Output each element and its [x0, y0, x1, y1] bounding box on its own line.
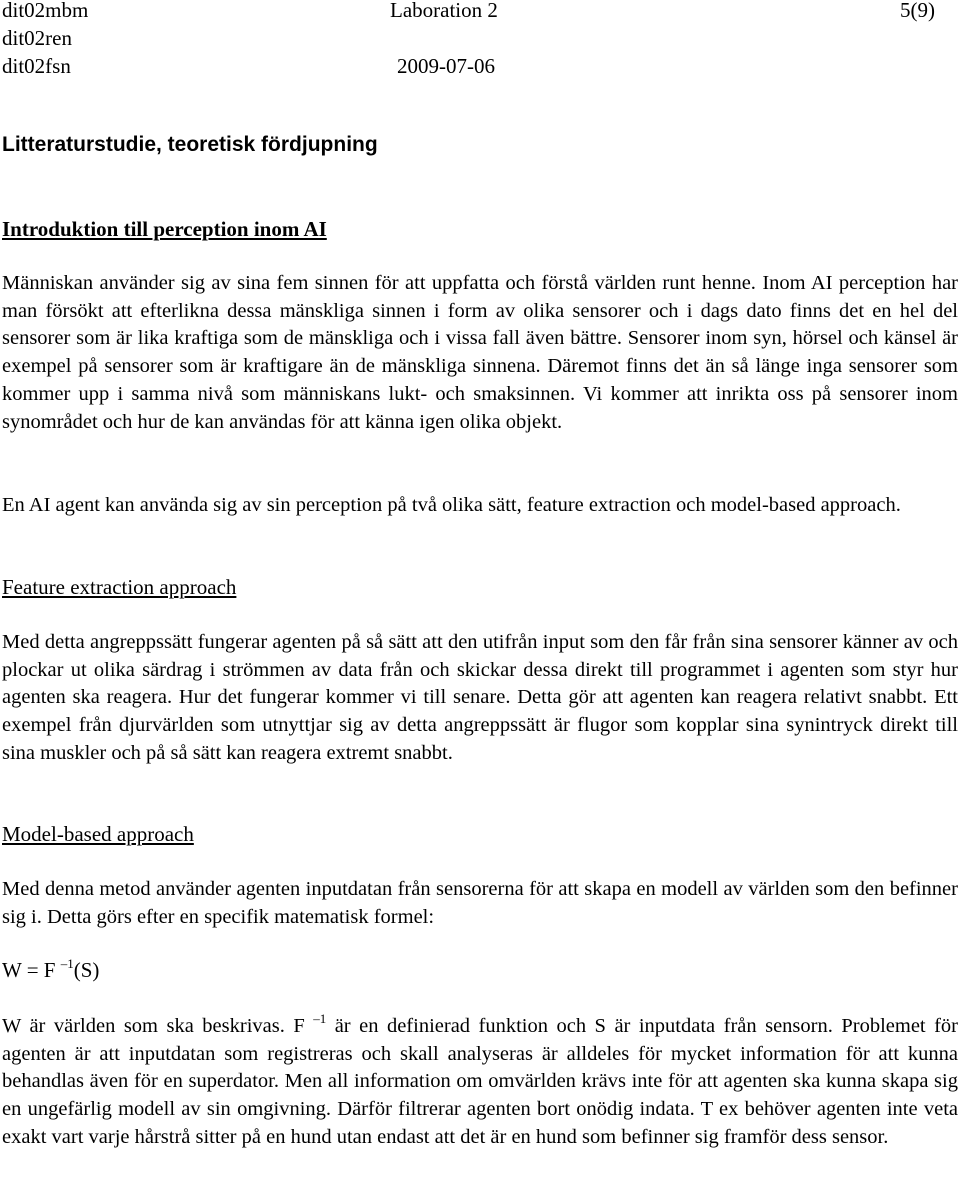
model-heading: Model-based approach [2, 822, 194, 846]
model-paragraph: Med denna metod använder agenten inputdatan från sensorerna för att skapa en modell av världen som den befinner sig i. Detta görs efter en specifik matematisk formel: [2, 878, 958, 928]
intro-paragraph: Människan använder sig av sina fem sinnen för att uppfatta och förstå världen runt henne. Inom AI perception har man försökt att efterlikna dessa mänskliga sinnen i form av olika sensorer och i dags dato finns det en hel del sensorer som är lika kraftiga som de mänskliga och i vissa fall även bättre. Sensorer inom syn, hörsel och känsel är exempel på sensorer som är kraftigare än de mänskliga sinnena. Däremot finns det än så länge inga sensorer som kommer upp i samma nivå som människans lukt- och smaksinnen. Vi kommer att inrikta oss på sensorer inom synområdet och hur de kan användas för att känna igen olika objekt. [2, 272, 958, 433]
intro-heading: Introduktion till perception inom AI [2, 217, 327, 241]
header-title: Laboration 2 [390, 0, 498, 22]
header-author-3: dit02fsn [2, 54, 71, 78]
formula-superscript: –1 [60, 956, 74, 971]
header-date: 2009-07-06 [397, 54, 495, 78]
header-author-1: dit02mbm [2, 0, 89, 22]
header-author-2: dit02ren [2, 26, 72, 50]
model-explanation [2, 1013, 958, 1152]
feature-paragraph: Med detta angreppssätt fungerar agenten på så sätt att den utifrån input som den får från sina sensorer känner av och plockar ut olika särdrag i strömmen av data från och skickar dessa direkt till programmet i agenten som styr hur agenten ska reagera. Hur det fungerar kommer vi till senare. Detta gör att agenten kan reagera relativt snabbt. Ett exempel från djurvärlden som utnyttjar sig av detta angreppssätt är flugor som kopplar sina synintryck direkt till sina muskler och på så sätt kan reagera extremt snabbt. [2, 631, 958, 764]
formula-lhs: W = F [2, 958, 56, 982]
intro-paragraph-2: En AI agent kan använda sig av sin perception på två olika sätt, feature extraction och model-based approach. [2, 494, 901, 516]
explanation-end: är en definierad funktion och S är inputdata från sensorn. Problemet för agenten är att inputdatan som registreras och skall analyseras är alldeles för mycket information för att kunna behandlas även för en superdator. Men all information om omvärlden krävs inte för att agenten ska kunna skapa sig en ungefärlig modell av sin omgivning. Därför filtrerar agenten bort onödig indata. T ex behöver agenten inte veta exakt vart varje hårstrå sitter på en hund utan endast att det är en hund som befinner sig framför dess sensor. [2, 1015, 958, 1148]
formula-rhs: (S) [73, 958, 100, 982]
feature-heading: Feature extraction approach [2, 575, 237, 599]
header-page-number: 5(9) [900, 0, 935, 22]
formula [2, 955, 99, 985]
explanation-start: W är världen som ska beskrivas. F [2, 1015, 305, 1037]
explanation-superscript: –1 [313, 1011, 327, 1026]
section-title: Litteraturstudie, teoretisk fördjupning [2, 133, 378, 156]
